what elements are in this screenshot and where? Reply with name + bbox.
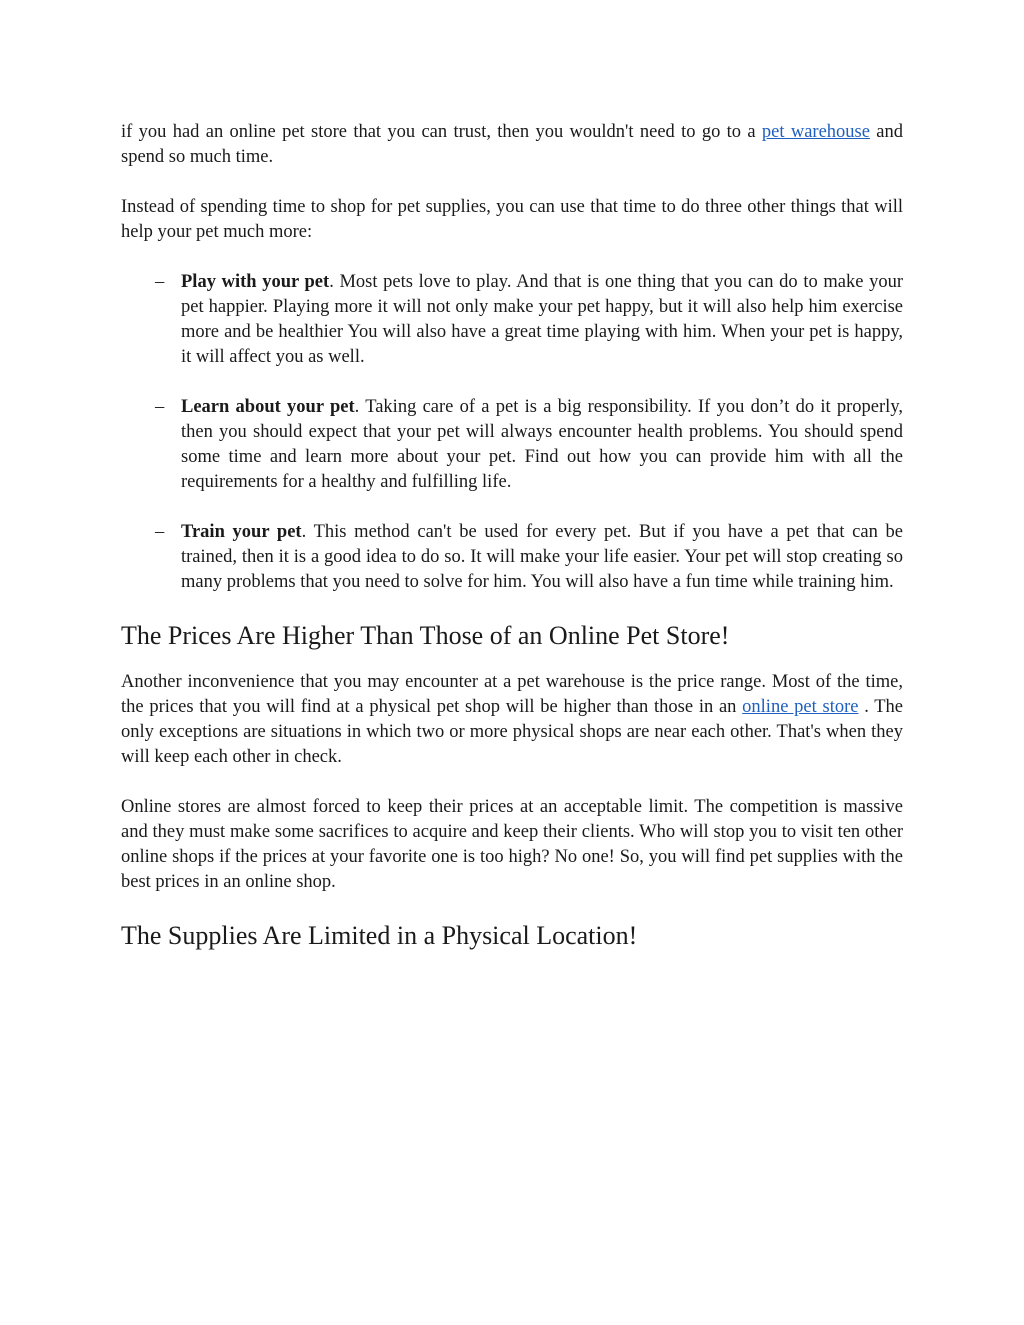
intro-paragraph-1-text: if you had an online pet store that you can trust, then you wouldn't need to go to a	[121, 122, 762, 142]
dash-marker: –	[155, 397, 165, 417]
list-item-text: . This method can't be used for every pet. But if you have a pet that can be trained, then it is a good idea to do so. It will make your life easier. Your pet will stop creating so many problems that you need to solve for him. You will also have a fun time while training him.	[181, 522, 903, 592]
prices-paragraph-1-text-end: . The only exceptions are situations in which two or more physical shops are near each other. That's when they will keep each other in check.	[121, 697, 903, 767]
list-item-text: . Taking care of a pet is a big responsibility. If you don’t do it properly, then you should expect that your pet will always encounter health problems. You should spend some time and learn more about your pet. Find out how you can provide him with all the requirements for a healthy and fulfilling life.	[181, 397, 903, 492]
intro-paragraph-1	[121, 120, 903, 170]
section-heading-prices: The Prices Are Higher Than Those of an Online Pet Store!	[121, 621, 730, 650]
intro-paragraph-2: Instead of spending time to shop for pet supplies, you can use that time to do three other things that will help your pet much more:	[121, 197, 903, 242]
list-item-title: Play with your pet	[181, 272, 330, 292]
list-item-title: Train your pet	[181, 522, 302, 542]
online-pet-store-link[interactable]: online pet store	[742, 697, 859, 717]
suggestions-list	[121, 270, 903, 595]
list-item	[121, 520, 903, 595]
section-heading-supplies: The Supplies Are Limited in a Physical Location!	[121, 921, 638, 950]
document-page	[121, 120, 903, 970]
list-item-title: Learn about your pet	[181, 397, 355, 417]
prices-paragraph-1	[121, 670, 903, 770]
dash-marker: –	[155, 272, 165, 292]
dash-marker: –	[155, 522, 165, 542]
list-item	[121, 395, 903, 495]
pet-warehouse-link[interactable]: pet warehouse	[761, 122, 870, 142]
intro-paragraph-1-text-end: and spend so much time.	[121, 122, 903, 167]
prices-paragraph-2: Online stores are almost forced to keep their prices at an acceptable limit. The competition is massive and they must make some sacrifices to acquire and keep their clients. Who will stop you to visit ten other online shops if the prices at your favorite one is too high? No one! So, you will find pet supplies with the best prices in an online shop.	[121, 797, 903, 892]
list-item-text: . Most pets love to play. And that is one thing that you can do to make your pet happier. Playing more it will not only make your pet happy, but it will also help him exercise more and be healthier You will also have a great time playing with him. When your pet is happy, it will affect you as well.	[181, 272, 903, 367]
list-item	[121, 270, 903, 370]
prices-paragraph-1-text: Another inconvenience that you may encounter at a pet warehouse is the price range. Most of the time, the prices that you will find at a physical pet shop will be higher than those in an	[121, 672, 903, 717]
